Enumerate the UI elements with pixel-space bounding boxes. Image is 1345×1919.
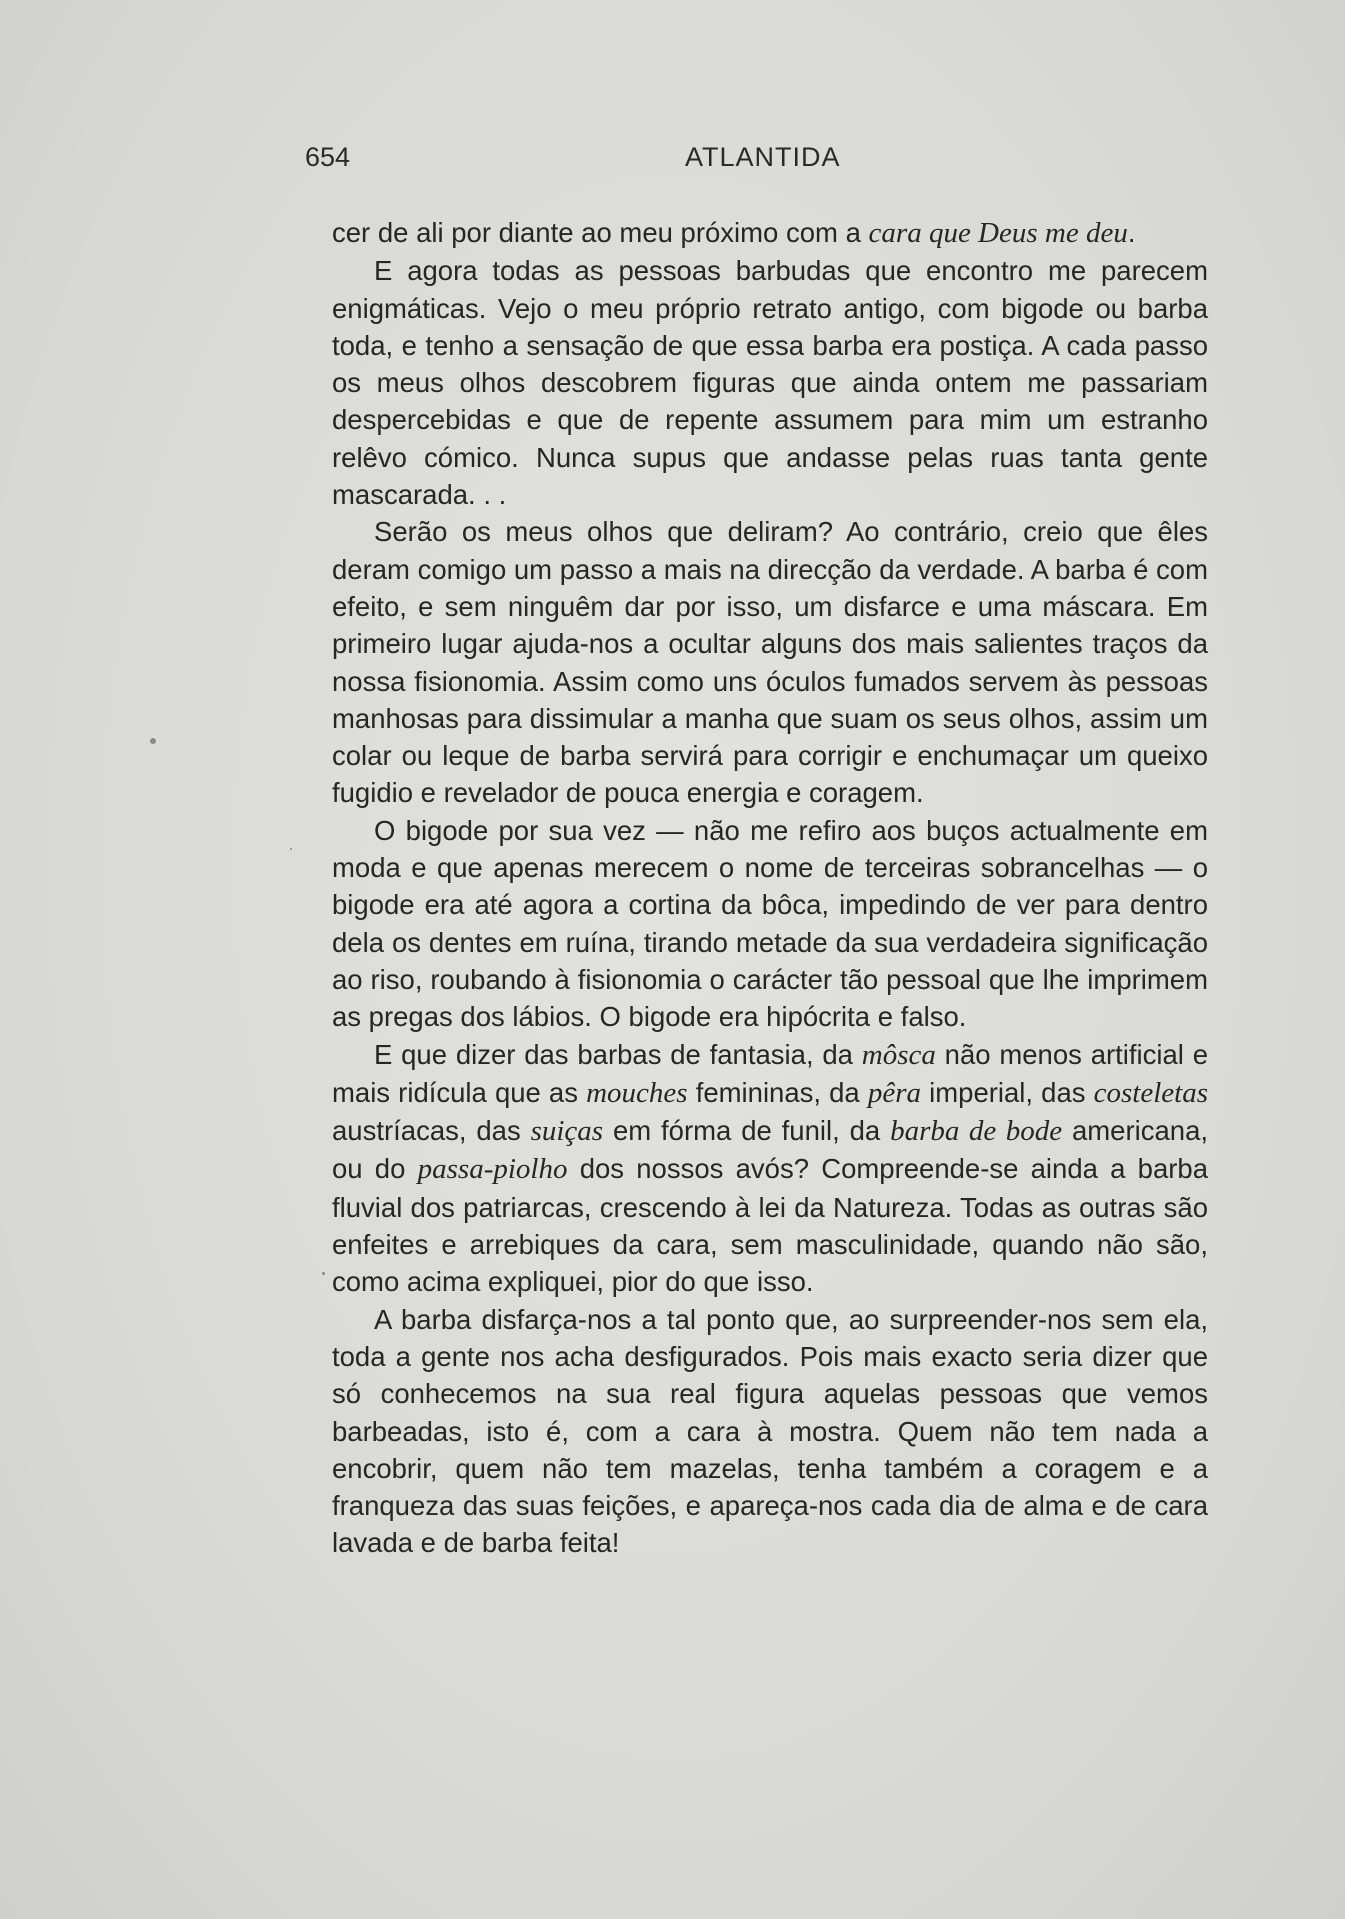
paragraph <box>332 1301 1208 1562</box>
italic-phrase: môsca <box>861 1038 936 1071</box>
text-run: E que dizer das barbas de fantasia, da <box>374 1038 862 1070</box>
italic-phrase: pêra <box>867 1076 922 1109</box>
text-run: E agora todas as pessoas barbudas que encontro me parecem enigmáticas. Vejo o meu próprio retrato antigo, com bigode ou barba toda, e tenho a sensação de que essa barba era postiça. A cada passo os meus olhos descobrem figuras que ainda ontem me passariam despercebidas e que de repente assumem para mim um estranho relêvo cómico. Nunca supus que andasse pelas ruas tanta gente mascarada. . . <box>332 255 1208 511</box>
italic-phrase: costeletas <box>1093 1076 1208 1109</box>
text-run: imperial, das <box>921 1076 1094 1108</box>
text-run: em fórma de funil, da <box>603 1115 891 1147</box>
text-run: O bigode por sua vez — não me refiro aos buços actualmente em moda e que apenas merecem o nome de terceiras sobrancelhas — o bigode era até agora a cortina da bôca, impedindo de ver para dentro dela os dentes em ruína, tirando metade da sua verdadeira significação ao riso, roubando à fisionomia o carácter tão pessoal que lhe imprimem as pregas dos lábios. O bigode era hipócrita e falso. <box>332 814 1208 1033</box>
paragraph <box>332 1036 1208 1301</box>
paragraph <box>332 252 1208 513</box>
paper-speck <box>322 1272 325 1275</box>
italic-phrase: suiças <box>530 1115 604 1148</box>
paragraph <box>332 812 1208 1036</box>
page-number: 654 <box>305 142 351 172</box>
italic-phrase: mouches <box>586 1076 688 1109</box>
italic-phrase: passa-piolho <box>417 1153 568 1186</box>
text-run: Serão os meus olhos que deliram? Ao contrário, creio que êles deram comigo um passo a mais na direcção da verdade. A barba é com efeito, e sem ninguêm dar por isso, um disfarce e uma máscara. Em primeiro lugar ajuda-nos a ocultar alguns dos mais salientes traços da nossa fisionomia. Assim como uns óculos fumados servem às pessoas manhosas para dissimular a manha que suam os seus olhos, assim um colar ou leque de barba servirá para corrigir e enchumaçar um queixo fugidio e revelador de pouca energia e coragem. <box>332 516 1208 809</box>
paragraph <box>332 513 1208 811</box>
paper-speck <box>150 738 156 744</box>
text-run: A barba disfarça-nos a tal ponto que, ao surpreender-nos sem ela, toda a gente nos acha desfigurados. Pois mais exacto seria dizer que só conhecemos na sua real figura aquelas pessoas que vemos barbeadas, isto é, com a cara à mostra. Quem não tem nada a encobrir, quem não tem mazelas, tenha também a coragem e a franqueza das suas feições, e apareça-nos cada dia de alma e de cara lavada e de barba feita! <box>332 1303 1208 1559</box>
text-run: . <box>1127 217 1136 248</box>
body-text <box>332 214 1208 1562</box>
paragraph <box>332 214 1208 252</box>
text-run: não menos artificial e mais ridícula que as <box>332 1038 1208 1108</box>
italic-phrase: cara que Deus me deu <box>868 217 1128 249</box>
italic-phrase: barba de bode <box>890 1115 1063 1148</box>
text-run: dos nossos avós? Compreende-se ainda a barba fluvial dos patriarcas, crescendo à lei da Natureza. Todas as outras são enfeites e arrebiques da cara, sem masculinidade, quando não são, como acima expliquei, pior do que isso. <box>332 1153 1208 1298</box>
text-run: austríacas, das <box>332 1115 531 1147</box>
text-run: femininas, da <box>687 1076 868 1108</box>
text-run: cer de ali por diante ao meu próximo com a <box>332 217 869 248</box>
text-run: americana, ou do <box>332 1115 1209 1185</box>
page-header <box>305 142 1205 182</box>
running-title: ATLANTIDA <box>685 142 841 172</box>
paper-speck <box>290 848 292 850</box>
